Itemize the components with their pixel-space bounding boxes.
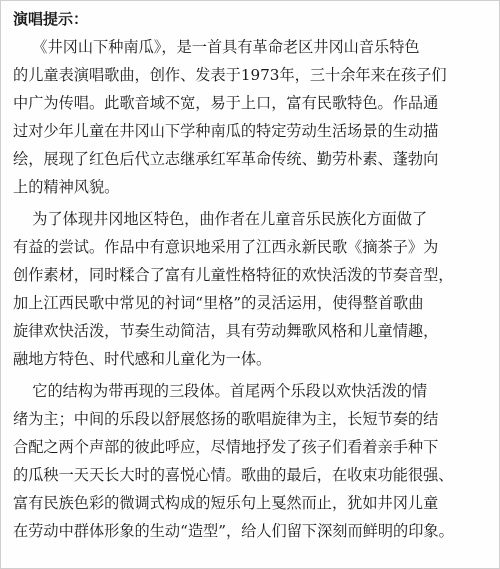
paragraph-line: 它的结构为带再现的三段体。首尾两个乐段以欢快活泼的情 (13, 382, 428, 400)
paragraph-line: 的瓜秧一天天长大时的喜悦心情。歌曲的最后，在收束功能很强、 (13, 466, 454, 484)
paragraph-line: 融地方特色、时代感和儿童化为一体。 (13, 350, 272, 368)
paragraph-line: 加上江西民歌中常见的衬词“里格”的灵活运用，使得整首歌曲 (13, 294, 424, 312)
paragraph-line: 过对少年儿童在井冈山下学种南瓜的特定劳动生活场景的生动描 (13, 122, 439, 140)
section-heading: 演唱提示： (13, 10, 89, 28)
paragraph-line: 绘，展现了红色后代立志继承红军革命传统、勤劳朴素、蓬勃向 (13, 150, 439, 168)
paragraph-line: 《井冈山下种南瓜》，是一首具有革命老区井冈山音乐特色 (13, 38, 420, 56)
paragraph-line: 在劳动中群体形象的生动“造型”，给人们留下深刻而鲜明的印象。 (13, 522, 454, 540)
paragraph-line: 中广为传唱。此歌音域不宽，易于上口，富有民歌特色。作品通 (13, 94, 439, 112)
paragraph-line: 的儿童表演唱歌曲，创作、发表于1973年，三十余年来在孩子们 (13, 66, 447, 84)
paragraph-line: 上的精神风貌。 (13, 178, 120, 196)
paragraph-line: 旋律欢快活泼，节奏生动简洁，具有劳动舞歌风格和儿童情趣， (13, 322, 439, 340)
paragraph-line: 为了体现井冈地区特色，曲作者在儿童音乐民族化方面做了 (13, 210, 428, 228)
paragraph-line: 有益的尝试。作品中有意识地采用了江西永新民歌《摘茶子》为 (13, 238, 439, 256)
paragraph-line: 创作素材，同时糅合了富有儿童性格特征的欢快活泼的节奏音型， (13, 266, 454, 284)
paragraph-line: 富有民族色彩的微调式构成的短乐句上戛然而止，犹如井冈儿童 (13, 494, 439, 512)
paragraph-line: 合配之两个声部的彼此呼应，尽情地抒发了孩子们看着亲手种下 (13, 438, 439, 456)
paragraph-line: 绪为主；中间的乐段以舒展悠扬的歌唱旋律为主，长短节奏的结 (13, 410, 439, 428)
